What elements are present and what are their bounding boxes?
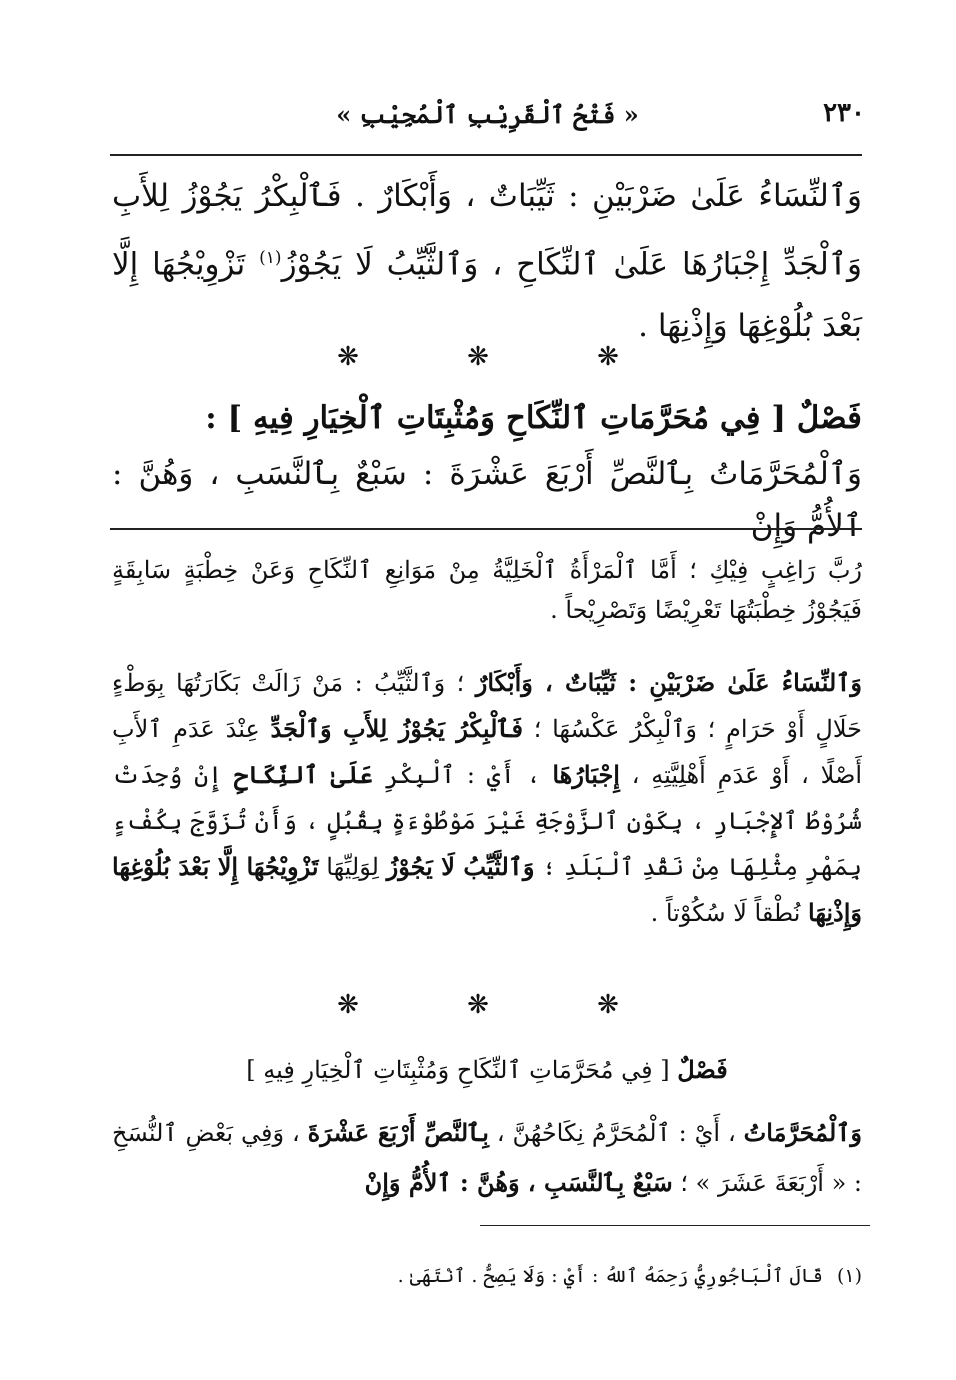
matn-paragraph: وَٱلْمُحَرَّمَاتُ بِٱلنَّصِّ أَرْبَعَ عَشْرَةَ : سَبْعٌ بِٱلنَّسَبِ ، وَهُنَّ : ٱلأُمُّ وَإِنْ: [112, 456, 862, 544]
asterisk-icon: ❋: [467, 990, 489, 1020]
footnote-text: قَالَ ٱلْبَاجُورِيُّ رَحِمَهُ ٱللهُ : أَيْ : وَلَا يَصِحُّ . ٱنْتَهَىٰ .: [397, 1265, 823, 1287]
footnote: [112, 1262, 862, 1290]
fasl-heading: فَصْلٌ [ فِي مُحَرَّمَاتِ ٱلنِّكَاحِ وَمُثْبِتَاتِ ٱلْخِيَارِ فِيهِ ] :: [205, 400, 862, 436]
matn-text: [112, 165, 862, 357]
asterisk-icon: ❋: [337, 342, 359, 372]
matn-paragraph: وَٱلنِّسَاءُ عَلَىٰ ضَرْبَيْنِ : ثَيِّبَاتٌ ، وَأَبْكَارٌ . فَٱلْبِكْرُ يَجُوْزُ لِلأَبِ وَٱلْجَدِّ إِجْبَارُهَا عَلَىٰ ٱلنِّكَاحِ ، وَٱلثَّيِّبُ لَا يَجُوْزُ$^{(١)}$ تَزْوِيْجُهَا إِلَّا بَعْدَ بُلُوْغِهَا وَإِذْنِهَا .: [112, 178, 863, 345]
fasl-heading-sharh: فَصْلٌ [ فِي مُحَرَّمَاتِ ٱلنِّكَاحِ وَمُثْبِتَاتِ ٱلْخِيَارِ فِيهِ ]: [246, 1055, 728, 1084]
asterisk-icon: ❋: [337, 990, 359, 1020]
footnote-ref: (١): [259, 248, 282, 268]
sharh-paragraph: وَٱلْمُحَرَّمَاتُ ، أَيْ : ٱلْمُحَرَّمُ نِكَاحُهُنَّ ، بِٱلنَّصِّ أَرْبَعَ عَشْرَةَ ، وَفِي بَعْضِ ٱلنُّسَخِ : « أَرْبَعَةَ عَشَرَ » ؛ سَبْعٌ بِٱلنَّسَبِ ، وَهُنَّ : ٱلأُمُّ وَإِنْ: [112, 1118, 862, 1197]
asterisk-icon: ❋: [597, 990, 619, 1020]
sharh-text: [112, 550, 862, 658]
sharh-paragraph: وَٱلنِّسَاءُ عَلَىٰ ضَرْبَيْنِ : ثَيِّبَاتٌ ، وَأَبْكَارٌ ؛ وَٱلثَّيِّبُ : مَنْ زَالَتْ بَكَارَتُهَا بِوَطْءٍ حَلَالٍ أَوْ حَرَامٍ ؛ وَٱلْبِكْرُ عَكْسُهَا ؛ فَٱلْبِكْرُ يَجُوْزُ لِلأَبِ وَٱلْجَدِّ عِنْدَ عَدَمِ ٱلأَبِ أَصْلًا ، أَوْ عَدَمِ أَهْلِيَّتِهِ ، إِجْبَارُهَا ، أَيْ : ٱلْبِكْرِ عَلَىٰ ٱلنِّكَاحِ إِنْ وُجِدَتْ شُرُوْطُ ٱلإِجْبَارِ ، بِكَوْنِ ٱلزَّوْجَةِ غَيْرَ مَوْطُوْءَةٍ بِقُبُلٍ ، وَأَنْ تُزَوَّجَ بِكُفْءٍ بِمَهْرِ مِثْلِهَا مِنْ نَقْدِ ٱلْبَلَدِ ؛ وَٱلثَّيِّبُ لَا يَجُوْزُ لِوَلِيِّهَا تَزْوِيْجُهَا إِلَّا بَعْدَ بُلُوْغِهَا وَإِذْنِهَا نُطْقاً لَا سُكُوْتاً .: [112, 668, 863, 927]
page-number: ٢٣٠: [823, 98, 865, 128]
section-divider: [0, 342, 956, 372]
matn-sharh-rule: [110, 528, 862, 530]
section-divider: [0, 990, 956, 1020]
asterisk-icon: ❋: [597, 342, 619, 372]
header-rule: [110, 154, 862, 156]
page-header: [110, 96, 865, 146]
footnote-rule: [480, 1225, 870, 1226]
sharh-paragraph: رُبَّ رَاغِبٍ فِيْكِ ؛ أَمَّا ٱلْمَرْأَةُ ٱلْخَلِيَّةُ مِنْ مَوَانِعِ ٱلنِّكَاحِ وَعَنْ خِطْبَةٍ سَابِقَةٍ فَيَجُوْزُ خِطْبَتُهَا تَعْرِيْضًا وَتَصْرِيْحاً .: [112, 556, 862, 624]
footnote-marker: (١): [836, 1265, 862, 1287]
asterisk-icon: ❋: [467, 342, 489, 372]
running-title: « فَتْحُ ٱلْقَرِيْبِ ٱلْمُجِيْبِ »: [336, 100, 639, 129]
